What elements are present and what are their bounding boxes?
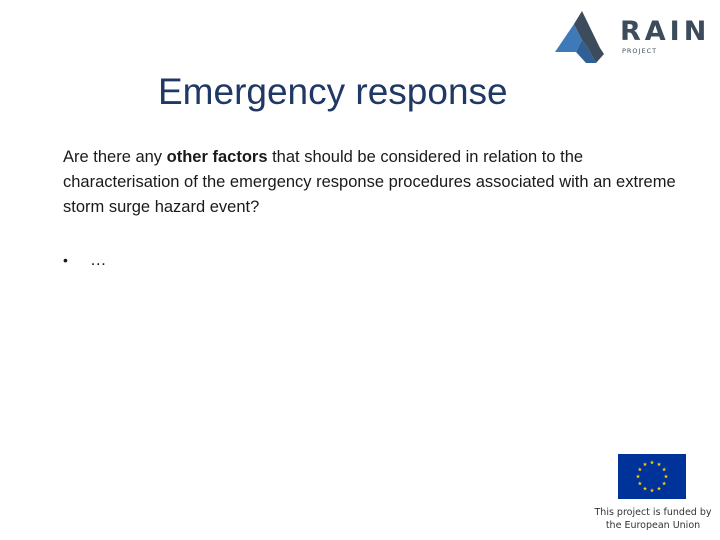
bullet-icon: • bbox=[63, 252, 68, 268]
rain-mountain-logo-icon bbox=[552, 8, 616, 66]
question-text-start: Are there any bbox=[63, 148, 167, 166]
question-text-end: that should be considered in relation to the characterisation of the emergency response procedures associated with an extreme storm surge hazard event? bbox=[63, 148, 676, 216]
funding-caption-line2: the European Union bbox=[605, 520, 701, 531]
eu-flag bbox=[618, 454, 686, 499]
rain-project-logo bbox=[552, 8, 720, 66]
slide-title: Emergency response bbox=[158, 71, 508, 112]
bullet-list bbox=[63, 248, 107, 273]
funding-caption bbox=[586, 506, 720, 532]
list-item bbox=[63, 248, 107, 273]
logo-wordmark: RAIN bbox=[620, 16, 711, 47]
question-emphasis: other factors bbox=[166, 148, 268, 166]
logo-subtitle: PROJECT bbox=[622, 47, 658, 55]
eu-flag-icon bbox=[618, 454, 686, 499]
question-text bbox=[63, 145, 693, 220]
bullet-text: … bbox=[90, 251, 107, 269]
funding-caption-line1: This project is funded by bbox=[594, 507, 712, 518]
